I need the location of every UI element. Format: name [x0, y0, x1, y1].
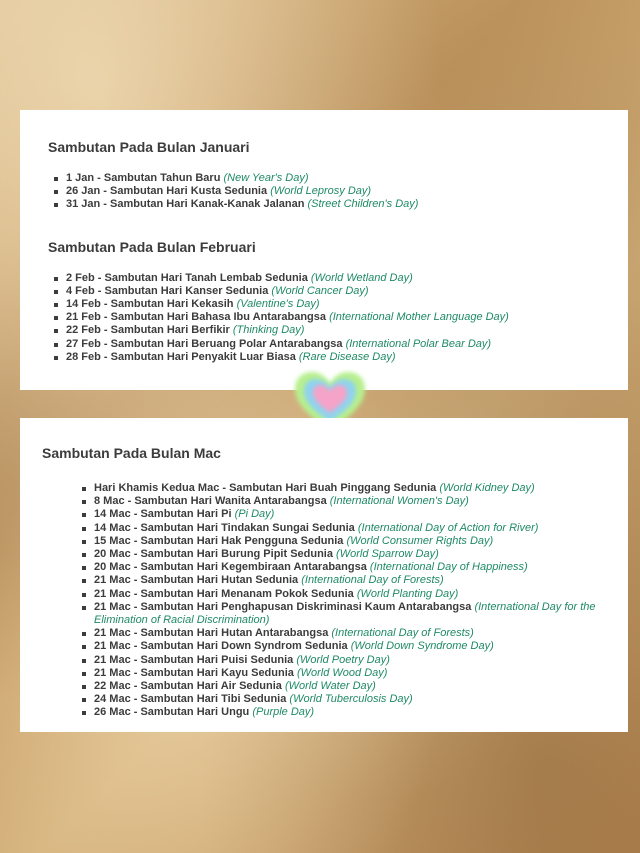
event-malay-name: 24 Mac - Sambutan Hari Tibi Sedunia: [94, 693, 287, 706]
event-malay-name: 14 Feb - Sambutan Hari Kekasih: [66, 298, 234, 311]
event-item: [94, 495, 620, 508]
event-item: [54, 285, 628, 298]
event-malay-name: 31 Jan - Sambutan Hari Kanak-Kanak Jalanan: [66, 198, 305, 211]
event-malay-name: 20 Mac - Sambutan Hari Kegembiraan Antarabangsa: [94, 561, 367, 574]
event-malay-name: 26 Mac - Sambutan Hari Ungu: [94, 706, 250, 719]
event-item: [54, 198, 628, 211]
event-malay-name: Hari Khamis Kedua Mac - Sambutan Hari Buah Pinggang Sedunia: [94, 482, 437, 494]
event-malay-name: 28 Feb - Sambutan Hari Penyakit Luar Biasa: [66, 350, 296, 363]
event-english-name: (New Year's Day): [223, 172, 309, 184]
event-english-name: (World Consumer Rights Day): [346, 534, 494, 547]
event-english-name: (International Day of Action for River): [357, 521, 539, 534]
event-malay-name: 21 Mac - Sambutan Hari Down Syndrom Sedunia: [94, 640, 348, 653]
event-english-name: (International Women's Day): [329, 495, 469, 508]
event-list-february: [48, 272, 628, 364]
section-january: [48, 138, 628, 212]
event-malay-name: 21 Mac - Sambutan Hari Hutan Sedunia: [94, 574, 299, 587]
event-item: [94, 561, 620, 574]
event-english-name: (Valentine's Day): [236, 298, 320, 311]
event-item: [94, 693, 620, 706]
event-item: [94, 482, 620, 495]
event-english-name: (World Poetry Day): [296, 653, 390, 666]
event-list-january: [48, 172, 628, 212]
event-item: [54, 185, 628, 198]
section-march: [42, 444, 628, 720]
event-english-name: (World Tuberculosis Day): [289, 693, 413, 706]
event-item: [94, 680, 620, 693]
event-item: [94, 508, 620, 521]
section-title-january: Sambutan Pada Bulan Januari: [48, 139, 250, 155]
event-english-name: (Rare Disease Day): [298, 350, 396, 363]
event-item: [54, 338, 628, 351]
event-malay-name: 21 Mac - Sambutan Hari Kayu Sedunia: [94, 666, 294, 679]
event-english-name: (International Mother Language Day): [329, 311, 509, 324]
event-item: [94, 588, 620, 601]
event-item: [94, 706, 620, 719]
section-february: [48, 238, 628, 364]
event-malay-name: 8 Mac - Sambutan Hari Wanita Antarabangsa: [94, 495, 327, 508]
event-malay-name: 26 Jan - Sambutan Hari Kusta Sedunia: [66, 185, 268, 198]
event-english-name: (International Polar Bear Day): [345, 337, 492, 350]
event-english-name: (International Day of Happiness): [369, 561, 528, 574]
event-english-name: (Purple Day): [252, 706, 315, 719]
event-malay-name: 2 Feb - Sambutan Hari Tanah Lembab Sedunia: [66, 271, 308, 284]
event-malay-name: 22 Mac - Sambutan Hari Air Sedunia: [94, 680, 282, 693]
event-malay-name: 1 Jan - Sambutan Tahun Baru: [66, 172, 221, 184]
event-malay-name: 21 Mac - Sambutan Hari Puisi Sedunia: [94, 653, 294, 666]
event-english-name: (International Day of Forests): [301, 574, 444, 587]
event-list-march: [42, 482, 628, 720]
event-item: [54, 272, 628, 285]
event-malay-name: 15 Mac - Sambutan Hari Hak Pengguna Sedunia: [94, 534, 344, 547]
event-item: [54, 172, 628, 185]
event-item: [54, 351, 628, 364]
event-item: [54, 311, 628, 324]
event-item: [94, 548, 620, 561]
event-malay-name: 21 Feb - Sambutan Hari Bahasa Ibu Antarabangsa: [66, 311, 326, 324]
event-english-name: (World Wood Day): [296, 666, 388, 679]
event-malay-name: 22 Feb - Sambutan Hari Berfikir: [66, 324, 230, 337]
event-item: [94, 522, 620, 535]
event-english-name: (Pi Day): [234, 508, 275, 521]
event-malay-name: 21 Mac - Sambutan Hari Menanam Pokok Sedunia: [94, 587, 354, 600]
event-item: [54, 324, 628, 337]
event-english-name: (Street Children's Day): [307, 198, 419, 211]
event-english-name: (World Kidney Day): [439, 482, 535, 494]
event-english-name: (International Day of Forests): [331, 627, 474, 640]
event-item: [94, 601, 620, 627]
event-item: [94, 574, 620, 587]
event-malay-name: 20 Mac - Sambutan Hari Burung Pipit Sedunia: [94, 548, 333, 561]
event-english-name: (World Leprosy Day): [270, 185, 372, 198]
event-item: [94, 640, 620, 653]
event-item: [94, 667, 620, 680]
event-malay-name: 4 Feb - Sambutan Hari Kanser Sedunia: [66, 284, 269, 297]
section-title-february: Sambutan Pada Bulan Februari: [48, 238, 256, 255]
event-malay-name: 14 Mac - Sambutan Hari Tindakan Sungai Sedunia: [94, 521, 355, 534]
event-malay-name: 21 Mac - Sambutan Hari Hutan Antarabangsa: [94, 627, 329, 640]
event-item: [94, 535, 620, 548]
event-english-name: (World Cancer Day): [271, 284, 369, 297]
event-english-name: (International Day for the Elimination of Racial Discrimination): [94, 600, 596, 627]
event-item: [94, 654, 620, 667]
event-english-name: (World Planting Day): [356, 587, 459, 600]
event-english-name: (World Sparrow Day): [336, 548, 439, 561]
event-english-name: (World Wetland Day): [310, 271, 413, 284]
event-english-name: (World Water Day): [284, 680, 376, 693]
event-item: [54, 298, 628, 311]
card-march: [20, 418, 628, 732]
event-english-name: (World Down Syndrome Day): [350, 640, 494, 653]
card-january-february: [20, 110, 628, 390]
event-english-name: (Thinking Day): [232, 324, 305, 337]
section-title-march: Sambutan Pada Bulan Mac: [42, 445, 221, 461]
event-malay-name: 27 Feb - Sambutan Hari Beruang Polar Antarabangsa: [66, 337, 343, 350]
event-item: [94, 627, 620, 640]
event-malay-name: 14 Mac - Sambutan Hari Pi: [94, 508, 232, 521]
event-malay-name: 21 Mac - Sambutan Hari Penghapusan Diskriminasi Kaum Antarabangsa: [94, 600, 472, 613]
